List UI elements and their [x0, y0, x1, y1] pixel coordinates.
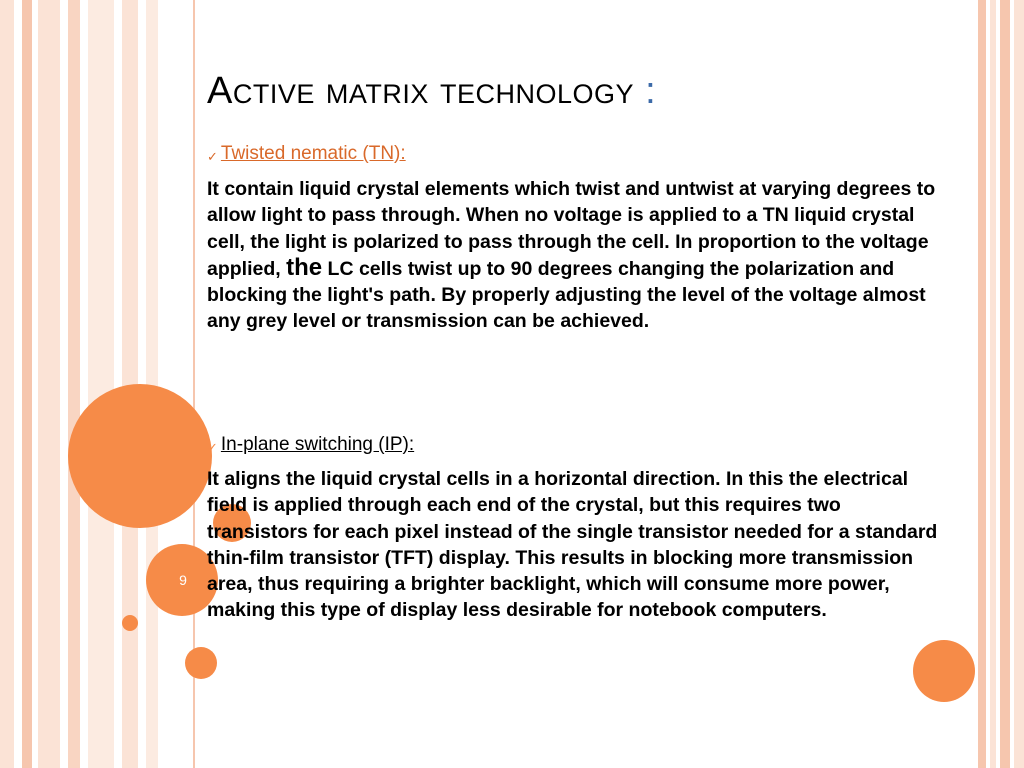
large-circle-decoration [68, 384, 212, 528]
right-stripe-4 [1014, 0, 1024, 768]
lower-circle-decoration [185, 647, 217, 679]
right-circle-decoration [913, 640, 975, 702]
left-stripe-1 [22, 0, 32, 768]
body-text-emphasis: the [286, 253, 323, 281]
section-body [207, 176, 942, 335]
right-stripe-1 [978, 0, 986, 768]
checkmark-icon: ✓ [207, 440, 218, 455]
slide-title [207, 66, 656, 116]
left-stripe-outer [0, 0, 14, 768]
section-heading-row [207, 433, 942, 457]
section-heading: In-plane switching (IP): [220, 434, 415, 455]
left-stripe-4 [88, 0, 114, 768]
section-heading: Twisted nematic (TN): [220, 143, 406, 164]
section-body: It aligns the liquid crystal cells in a horizontal direction. In this the electrical field is applied through each end of the crystal, but this requires two transistors for each pixel instead of the single transistor needed for a standard thin-film transistor (TFT) display. This results in blocking more transmission area, thus requiring a brighter backlight, which will consume more power, making this type of display less desirable for notebook computers. [207, 468, 938, 622]
section-twisted-nematic [207, 142, 942, 335]
body-text-part2: LC cells twist up to 90 degrees changing the polarization and blocking the light's path. By properly adjusting the level of the voltage almost any grey level or transmission can be achieved. [207, 257, 926, 333]
right-stripe-3 [1000, 0, 1010, 768]
section-heading-row [207, 142, 942, 166]
body-text-part1: It contain liquid crystal elements which twist and untwist at varying degrees to allow light to pass through. When no voltage is applied to a TN liquid crystal cell, the light is polarized to pass through the cell. In proportion to the voltage applied, [207, 178, 936, 280]
section-in-plane-switching [207, 433, 942, 624]
left-stripe-2 [38, 0, 60, 768]
left-stripe-3 [68, 0, 80, 768]
slide-title-colon: : [645, 70, 657, 112]
right-stripe-2 [990, 0, 996, 768]
tiny-circle-decoration [122, 615, 138, 631]
checkmark-icon: ✓ [207, 149, 218, 164]
slide-title-text: Active matrix technology [207, 70, 634, 112]
slide-number: 9 [179, 572, 187, 588]
